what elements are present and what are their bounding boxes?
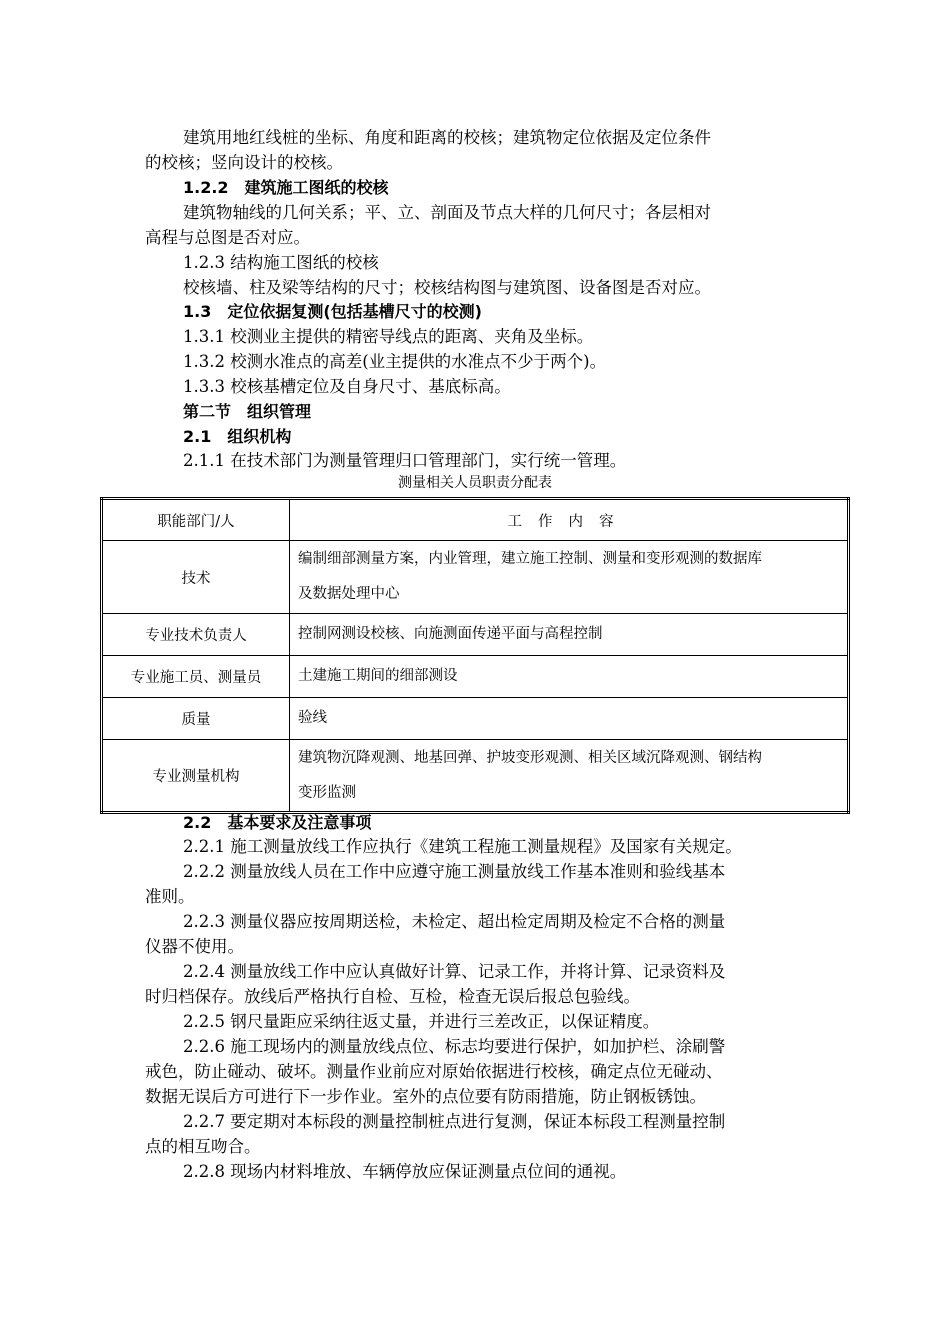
table-row [102, 614, 849, 656]
paragraph-line: 2.2.6 施工现场内的测量放线点位、标志均要进行保护，如加护栏、涂刷警 [183, 1037, 726, 1056]
table-row [102, 740, 849, 813]
duty-line: 及数据处理中心 [298, 586, 400, 602]
duty-line: 编制细部测量方案，内业管理，建立施工控制、测量和变形观测的数据库 [298, 551, 762, 567]
heading-2-1: 2.1 组织机构 [183, 427, 292, 446]
paragraph-line: 1.3.3 校核基槽定位及自身尺寸、基底标高。 [183, 377, 511, 396]
paragraph-line: 准则。 [145, 887, 195, 906]
dept-cell: 质量 [102, 698, 290, 740]
duty-cell: 验线 [290, 698, 849, 740]
paragraph-line: 高程与总图是否对应。 [145, 228, 310, 247]
dept-cell: 专业技术负责人 [102, 614, 290, 656]
duty-table [100, 497, 850, 814]
duty-cell [290, 541, 849, 614]
table-header-row [102, 499, 849, 541]
paragraph-line: 1.3.2 校测水准点的高差(业主提供的水准点不少于两个)。 [183, 352, 607, 371]
paragraph-line: 校核墙、柱及梁等结构的尺寸；校核结构图与建筑图、设备图是否对应。 [183, 278, 711, 297]
table-row [102, 541, 849, 614]
paragraph-line: 2.1.1 在技术部门为测量管理归口管理部门，实行统一管理。 [183, 451, 627, 470]
paragraph-line: 的校核；竖向设计的校核。 [145, 153, 343, 172]
paragraph-line: 2.2.4 测量放线工作中应认真做好计算、记录工作，并将计算、记录资料及 [183, 962, 726, 981]
paragraph-line: 建筑用地红线桩的坐标、角度和距离的校核；建筑物定位依据及定位条件 [183, 128, 711, 147]
heading-1-2-2: 1.2.2 建筑施工图纸的校核 [183, 178, 389, 197]
header-dept: 职能部门/人 [102, 499, 290, 541]
table-caption: 测量相关人员职责分配表 [398, 475, 552, 491]
duty-cell [290, 740, 849, 813]
heading-1-2-3: 1.2.3 结构施工图纸的校核 [183, 253, 379, 272]
paragraph-line: 2.2.5 钢尺量距应采纳往返丈量，并进行三差改正，以保证精度。 [183, 1012, 660, 1031]
duty-cell: 控制网测设校核、向施测面传递平面与高程控制 [290, 614, 849, 656]
paragraph-line: 2.2.2 测量放线人员在工作中应遵守施工测量放线工作基本准则和验线基本 [183, 862, 726, 881]
duty-line: 变形监测 [298, 784, 356, 801]
paragraph-line: 2.2.8 现场内材料堆放、车辆停放应保证测量点位间的通视。 [183, 1162, 627, 1181]
table-row [102, 698, 849, 740]
heading-1-3: 1.3 定位依据复测(包括基槽尺寸的校测) [183, 302, 482, 321]
paragraph-line: 2.2.1 施工测量放线工作应执行《建筑工程施工测量规程》及国家有关规定。 [183, 837, 742, 856]
dept-cell: 专业施工员、测量员 [102, 656, 290, 698]
paragraph-line: 2.2.7 要定期对本标段的测量控制桩点进行复测，保证本标段工程测量控制 [183, 1112, 726, 1131]
paragraph-line: 数据无误后方可进行下一步作业。室外的点位要有防雨措施，防止钢板锈蚀。 [145, 1087, 706, 1106]
dept-cell: 专业测量机构 [102, 740, 290, 813]
heading-2-2: 2.2 基本要求及注意事项 [183, 813, 372, 832]
paragraph-line: 戒色，防止碰动、破坏。测量作业前应对原始依据进行校核，确定点位无碰动、 [145, 1062, 723, 1081]
paragraph-line: 1.3.1 校测业主提供的精密导线点的距离、夹角及坐标。 [183, 327, 594, 346]
paragraph-line: 2.2.3 测量仪器应按周期送检，未检定、超出检定周期及检定不合格的测量 [183, 912, 726, 931]
duty-line: 建筑物沉降观测、地基回弹、护坡变形观测、相关区域沉降观测、钢结构 [298, 749, 762, 766]
header-content: 工作内容 [290, 499, 849, 541]
paragraph-line: 时归档保存。放线后严格执行自检、互检，检查无误后报总包验线。 [145, 987, 640, 1006]
section-heading: 第二节 组织管理 [183, 402, 312, 421]
paragraph-line: 仪器不使用。 [145, 937, 244, 956]
duty-cell: 土建施工期间的细部测设 [290, 656, 849, 698]
table-row [102, 656, 849, 698]
dept-cell: 技术 [102, 541, 290, 614]
paragraph-line: 建筑物轴线的几何关系；平、立、剖面及节点大样的几何尺寸；各层相对 [183, 203, 711, 222]
paragraph-line: 点的相互吻合。 [145, 1137, 261, 1156]
